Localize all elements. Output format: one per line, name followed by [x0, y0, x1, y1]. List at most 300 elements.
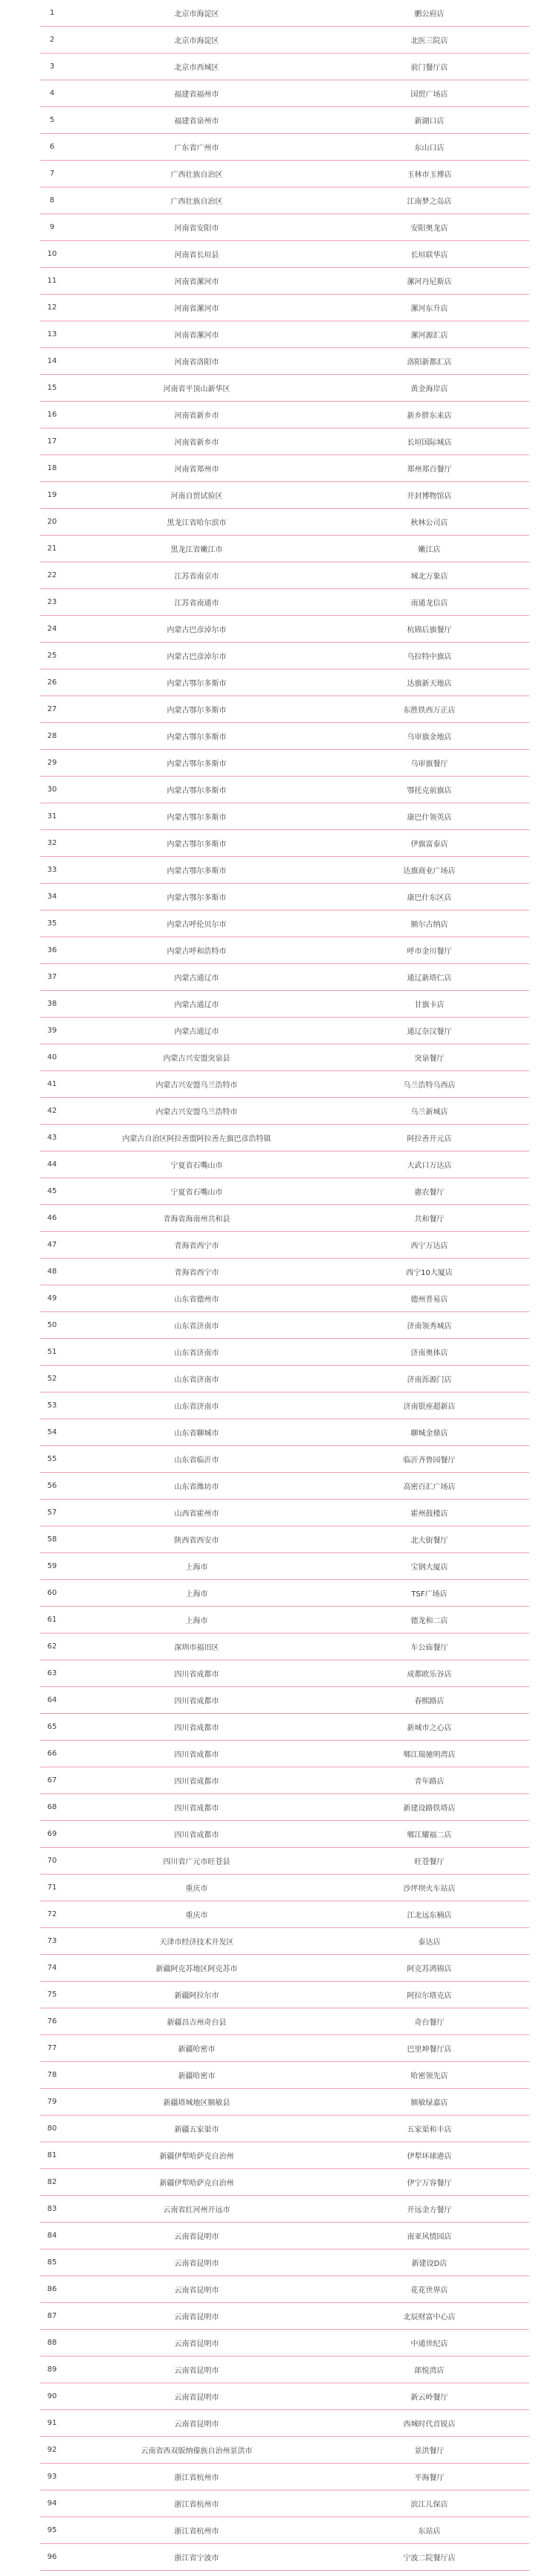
table-row — [40, 2517, 529, 2544]
row-store: 济南泺源门店 — [407, 1376, 452, 1384]
row-region: 河南省平顶山新华区 — [163, 385, 230, 394]
row-region: 内蒙古呼伦贝尔市 — [167, 921, 227, 929]
row-store: 乌审旗餐厅 — [410, 760, 448, 768]
row-index: 91 — [47, 2419, 57, 2427]
row-index: 13 — [47, 330, 57, 338]
row-store: 甘旗卡店 — [414, 1001, 445, 1009]
row-index: 78 — [47, 2071, 57, 2079]
row-region: 新疆阿拉尔市 — [174, 1992, 219, 2000]
table-row — [40, 1205, 529, 1232]
row-store: 新建设路铁塔店 — [403, 1805, 456, 1813]
row-region: 新疆哈密市 — [178, 2046, 216, 2054]
row-region: 广东省广州市 — [174, 144, 219, 152]
table-row — [40, 455, 529, 482]
row-store: 黄金海岸店 — [410, 385, 448, 394]
table-row — [40, 1660, 529, 1687]
row-index: 80 — [47, 2124, 57, 2133]
table-row — [40, 1741, 529, 1767]
row-region: 北京市海淀区 — [174, 37, 219, 45]
row-index: 6 — [49, 143, 55, 151]
row-region: 浙江省宁波市 — [174, 2554, 219, 2563]
table-row — [40, 1339, 529, 1366]
row-store: 中通世纪店 — [410, 2340, 448, 2348]
row-index: 17 — [47, 437, 57, 446]
table-row — [40, 536, 529, 562]
row-index: 33 — [47, 866, 57, 874]
table-row — [40, 2089, 529, 2116]
row-store: 郑州郑百餐厅 — [407, 466, 452, 474]
row-store: 北辰财富中心店 — [403, 2313, 456, 2322]
table-row — [40, 1446, 529, 1473]
row-store: 鹏公府店 — [414, 10, 445, 19]
table-row — [40, 509, 529, 536]
row-store: 城北万象店 — [410, 573, 448, 581]
table-row — [40, 348, 529, 375]
table-row — [40, 2169, 529, 2196]
row-store: 五家渠和丰店 — [407, 2126, 452, 2134]
table-row — [40, 1955, 529, 1982]
row-index: 22 — [47, 571, 57, 579]
table-row — [40, 1982, 529, 2008]
row-store: 济南银座超新店 — [403, 1403, 456, 1411]
table-row — [40, 187, 529, 214]
row-store: 春熙路店 — [414, 1697, 445, 1706]
row-index: 92 — [47, 2446, 57, 2454]
table-row — [40, 964, 529, 991]
row-index: 53 — [47, 1401, 57, 1410]
row-store: 通辽新塔仁店 — [407, 974, 452, 983]
row-store: 开封博物馆店 — [407, 492, 452, 501]
row-index: 9 — [49, 223, 55, 231]
row-store: 郎悦湾店 — [414, 2367, 445, 2375]
table-row — [40, 2249, 529, 2276]
row-index: 55 — [47, 1455, 57, 1463]
row-region: 黑龙江省嫩江市 — [170, 546, 223, 554]
row-region: 福建省福州市 — [174, 91, 219, 99]
row-store: 宝钢大厦店 — [410, 1564, 448, 1572]
row-index: 40 — [47, 1053, 57, 1061]
row-region: 云南省红河州开远市 — [163, 2206, 230, 2214]
row-index: 63 — [47, 1669, 57, 1677]
row-region: 青海省海南州共和县 — [163, 1215, 230, 1224]
row-region: 新疆昌吉州奇台县 — [167, 2019, 227, 2027]
table-row — [40, 1767, 529, 1794]
row-index: 77 — [47, 2044, 57, 2052]
row-store: TSF广场店 — [411, 1590, 447, 1599]
row-index: 50 — [47, 1321, 57, 1329]
row-region: 内蒙古鄂尔多斯市 — [167, 707, 227, 715]
table-row — [40, 1125, 529, 1152]
row-store: 阿拉善开元店 — [407, 1135, 452, 1143]
table-row — [40, 0, 529, 27]
table-row — [40, 937, 529, 964]
row-index: 75 — [47, 1991, 57, 1999]
row-store: 乌兰浩特乌西店 — [403, 1082, 456, 1090]
row-index: 31 — [47, 812, 57, 820]
row-store: 惠农餐厅 — [414, 1189, 445, 1197]
row-store: 郫江瑞驰明湾店 — [403, 1751, 456, 1759]
row-region: 四川省成都市 — [174, 1751, 219, 1759]
table-row — [40, 830, 529, 857]
row-store: 长垣国际城店 — [407, 439, 452, 447]
row-index: 81 — [47, 2151, 57, 2159]
row-index: 37 — [47, 973, 57, 981]
row-region: 上海市 — [185, 1617, 208, 1625]
row-store: 突泉餐厅 — [414, 1055, 445, 1063]
row-index: 15 — [47, 384, 57, 392]
table-row — [40, 910, 529, 937]
row-region: 四川省成都市 — [174, 1724, 219, 1732]
table-row — [40, 777, 529, 803]
row-region: 内蒙古通辽市 — [174, 1028, 219, 1036]
row-store: 鄂托克前旗店 — [407, 787, 452, 795]
row-index: 56 — [47, 1482, 57, 1490]
row-index: 86 — [47, 2285, 57, 2293]
row-store: 东胜铁西万正店 — [403, 707, 456, 715]
table-row — [40, 1848, 529, 1875]
table-row — [40, 1821, 529, 1848]
table-row — [40, 2062, 529, 2089]
row-store: 西宁10大厦店 — [406, 1269, 453, 1277]
table-row — [40, 1928, 529, 1955]
row-index: 2 — [49, 36, 55, 44]
row-store: 乌审旗金地店 — [407, 733, 452, 742]
row-index: 88 — [47, 2339, 57, 2347]
row-index: 93 — [47, 2473, 57, 2481]
row-store: 青年路店 — [414, 1778, 445, 1786]
row-index: 41 — [47, 1080, 57, 1088]
table-row — [40, 1232, 529, 1259]
table-row — [40, 991, 529, 1018]
table-row — [40, 884, 529, 910]
row-store: 秋林公司店 — [410, 519, 448, 527]
row-region: 四川省成都市 — [174, 1697, 219, 1706]
row-store: 乌兰新城店 — [410, 1108, 448, 1117]
row-index: 76 — [47, 2017, 57, 2026]
table-row — [40, 1526, 529, 1553]
row-index: 38 — [47, 1000, 57, 1008]
row-store: 通辽奈汉餐厅 — [407, 1028, 452, 1036]
row-region: 内蒙古通辽市 — [174, 1001, 219, 1009]
row-store: 玉林市玉博店 — [407, 171, 452, 179]
row-region: 河南省长垣县 — [174, 251, 219, 260]
row-index: 12 — [47, 303, 57, 312]
row-index: 57 — [47, 1509, 57, 1517]
row-index: 61 — [47, 1616, 57, 1624]
row-region: 四川省成都市 — [174, 1805, 219, 1813]
row-region: 内蒙古自治区阿拉善盟阿拉善左旗巴彦浩特镇 — [122, 1135, 271, 1143]
row-index: 96 — [47, 2553, 57, 2561]
row-index: 11 — [47, 277, 57, 285]
row-index: 54 — [47, 1428, 57, 1436]
row-index: 58 — [47, 1535, 57, 1544]
table-row — [40, 1901, 529, 1928]
row-store: 额敏绿嘉店 — [410, 2099, 448, 2107]
store-table — [40, 0, 529, 2571]
row-region: 内蒙古鄂尔多斯市 — [167, 680, 227, 688]
row-store: 沙坪坝火车站店 — [403, 1885, 456, 1893]
table-row — [40, 2276, 529, 2303]
table-row — [40, 2383, 529, 2410]
row-store: 呼市金川餐厅 — [407, 948, 452, 956]
row-region: 青海省西宁市 — [174, 1269, 219, 1277]
row-index: 3 — [49, 62, 55, 71]
row-region: 山东省济南市 — [174, 1403, 219, 1411]
row-index: 79 — [47, 2098, 57, 2106]
row-region: 山东省聊城市 — [174, 1430, 219, 1438]
row-store: 东山口店 — [414, 144, 445, 152]
row-index: 85 — [47, 2258, 57, 2267]
row-index: 18 — [47, 464, 57, 472]
table-row — [40, 375, 529, 402]
row-store: 成都欧乐谷店 — [407, 1671, 452, 1679]
table-row — [40, 723, 529, 750]
row-region: 河南省新乡市 — [174, 439, 219, 447]
row-region: 宁夏省石嘴山市 — [170, 1162, 223, 1170]
row-region: 青海省西宁市 — [174, 1242, 219, 1250]
row-index: 16 — [47, 411, 57, 419]
row-index: 62 — [47, 1642, 57, 1651]
row-region: 北京市海淀区 — [174, 10, 219, 19]
row-region: 内蒙古兴安盟乌兰浩特市 — [155, 1108, 238, 1117]
row-index: 44 — [47, 1160, 57, 1169]
row-region: 广西壮族自治区 — [170, 198, 223, 206]
row-index: 45 — [47, 1187, 57, 1195]
table-row — [40, 321, 529, 348]
row-region: 云南省昆明市 — [174, 2287, 219, 2295]
row-store: 霍州鼓楼店 — [410, 1510, 448, 1518]
row-store: 国贸广场店 — [410, 91, 448, 99]
row-region: 山西省霍州市 — [174, 1510, 219, 1518]
table-row — [40, 2357, 529, 2383]
row-region: 新疆伊犁哈萨克自治州 — [159, 2153, 234, 2161]
row-store: 济南奥体店 — [410, 1349, 448, 1358]
row-store: 阿拉尔塔克店 — [407, 1992, 452, 2000]
row-store: 达旗商业广场店 — [403, 867, 456, 876]
row-region: 内蒙古巴彦淖尔市 — [167, 626, 227, 635]
row-region: 河南省漯河市 — [174, 305, 219, 313]
row-store: 洛阳新都汇店 — [407, 359, 452, 367]
row-store: 前门餐厅店 — [410, 64, 448, 72]
row-store: 车公庙餐厅 — [410, 1644, 448, 1652]
row-region: 内蒙古兴安盟突泉县 — [163, 1055, 230, 1063]
row-index: 70 — [47, 1857, 57, 1865]
row-store: 南亚风情园店 — [407, 2233, 452, 2241]
row-region: 北京市西城区 — [174, 64, 219, 72]
table-row — [40, 1500, 529, 1526]
row-index: 26 — [47, 678, 57, 687]
row-store: 额尔古纳店 — [410, 921, 448, 929]
table-row — [40, 241, 529, 268]
row-region: 新疆伊犁哈萨克自治州 — [159, 2180, 234, 2188]
row-index: 74 — [47, 1964, 57, 1972]
table-row — [40, 1607, 529, 1634]
row-store: 江南梦之岛店 — [407, 198, 452, 206]
table-row — [40, 268, 529, 295]
row-region: 上海市 — [185, 1564, 208, 1572]
row-region: 云南省昆明市 — [174, 2340, 219, 2348]
row-store: 高密百汇广场店 — [403, 1483, 456, 1491]
row-index: 64 — [47, 1696, 57, 1704]
row-index: 19 — [47, 491, 57, 499]
table-row — [40, 1419, 529, 1446]
row-store: 新湖口店 — [414, 118, 445, 126]
row-store: 伊犁环球港店 — [407, 2153, 452, 2161]
row-region: 云南省昆明市 — [174, 2367, 219, 2375]
table-row — [40, 107, 529, 134]
table-row — [40, 1152, 529, 1178]
table-row — [40, 1018, 529, 1044]
row-store: 南通龙信店 — [410, 600, 448, 608]
row-index: 27 — [47, 705, 57, 713]
row-store: 花花世界店 — [410, 2287, 448, 2295]
row-region: 内蒙古呼和浩特市 — [167, 948, 227, 956]
row-index: 66 — [47, 1750, 57, 1758]
row-index: 51 — [47, 1348, 57, 1356]
row-store: 阿克苏鸿锦店 — [407, 1965, 452, 1973]
row-store: 康巴什东区店 — [407, 894, 452, 902]
row-region: 黑龙江省哈尔滨市 — [167, 519, 227, 527]
row-index: 35 — [47, 919, 57, 928]
table-row — [40, 1553, 529, 1580]
row-index: 8 — [49, 196, 55, 205]
row-store: 大武口万达店 — [407, 1162, 452, 1170]
row-region: 云南省昆明市 — [174, 2394, 219, 2402]
row-region: 广西壮族自治区 — [170, 171, 223, 179]
row-index: 24 — [47, 625, 57, 633]
row-store: 济南领秀城店 — [407, 1323, 452, 1331]
row-region: 云南省昆明市 — [174, 2260, 219, 2268]
row-index: 82 — [47, 2178, 57, 2186]
row-region: 宁夏省石嘴山市 — [170, 1189, 223, 1197]
row-region: 河南自贸试验区 — [170, 492, 223, 501]
row-index: 71 — [47, 1883, 57, 1892]
row-region: 新疆哈密市 — [178, 2072, 216, 2081]
table-row — [40, 1473, 529, 1500]
row-region: 内蒙古鄂尔多斯市 — [167, 867, 227, 876]
row-index: 60 — [47, 1589, 57, 1597]
table-row — [40, 1071, 529, 1098]
row-index: 43 — [47, 1134, 57, 1142]
row-region: 内蒙古鄂尔多斯市 — [167, 841, 227, 849]
table-row — [40, 2008, 529, 2035]
row-region: 山东省济南市 — [174, 1349, 219, 1358]
row-region: 上海市 — [185, 1590, 208, 1599]
row-index: 28 — [47, 732, 57, 740]
row-store: 共和餐厅 — [414, 1215, 445, 1224]
row-region: 四川省成都市 — [174, 1778, 219, 1786]
row-region: 重庆市 — [185, 1885, 208, 1893]
row-store: 安阳奥龙店 — [410, 225, 448, 233]
row-region: 河南省漯河市 — [174, 332, 219, 340]
table-row — [40, 616, 529, 643]
row-store: 漯河源汇店 — [410, 332, 448, 340]
row-index: 20 — [47, 518, 57, 526]
table-row — [40, 1285, 529, 1312]
row-store: 康巴什领英店 — [407, 814, 452, 822]
row-index: 67 — [47, 1776, 57, 1785]
row-region: 内蒙古鄂尔多斯市 — [167, 787, 227, 795]
table-row — [40, 2196, 529, 2223]
table-row — [40, 696, 529, 723]
row-region: 河南省新乡市 — [174, 412, 219, 420]
table-row — [40, 1178, 529, 1205]
row-index: 14 — [47, 357, 57, 365]
row-index: 7 — [49, 170, 55, 178]
row-store: 漯河丹尼斯店 — [407, 278, 452, 286]
table-row — [40, 1634, 529, 1660]
row-store: 旺苍餐厅 — [414, 1858, 445, 1866]
row-region: 新疆阿克苏地区阿克苏市 — [155, 1965, 238, 1973]
row-region: 河南省洛阳市 — [174, 359, 219, 367]
row-region: 新疆塔城地区额敏县 — [163, 2099, 230, 2107]
row-region: 山东省德州市 — [174, 1296, 219, 1304]
row-store: 西宁万达店 — [410, 1242, 448, 1250]
row-index: 42 — [47, 1107, 57, 1115]
row-region: 云南省昆明市 — [174, 2233, 219, 2241]
table-row — [40, 1393, 529, 1419]
row-region: 天津市经济技术开发区 — [159, 1939, 234, 1947]
row-store: 漯河东升店 — [410, 305, 448, 313]
table-row — [40, 295, 529, 321]
row-index: 25 — [47, 652, 57, 660]
table-row — [40, 589, 529, 616]
table-row — [40, 1366, 529, 1393]
table-row — [40, 1875, 529, 1901]
row-region: 云南省昆明市 — [174, 2313, 219, 2322]
table-row — [40, 2410, 529, 2437]
table-row — [40, 1687, 529, 1714]
row-store: 临沂齐鲁园餐厅 — [403, 1456, 456, 1465]
row-index: 90 — [47, 2392, 57, 2400]
row-region: 浙江省杭州市 — [174, 2474, 219, 2482]
row-store: 德龙和二店 — [410, 1617, 448, 1625]
row-store: 北大街餐厅 — [410, 1537, 448, 1545]
row-region: 四川省成都市 — [174, 1671, 219, 1679]
table-row — [40, 482, 529, 509]
table-row — [40, 2303, 529, 2330]
row-store: 新乡胖东来店 — [407, 412, 452, 420]
row-index: 36 — [47, 946, 57, 954]
row-region: 山东省济南市 — [174, 1323, 219, 1331]
table-row — [40, 428, 529, 455]
table-row — [40, 2223, 529, 2249]
row-region: 四川省成都市 — [174, 1831, 219, 1840]
row-store: 郫江耀福二店 — [407, 1831, 452, 1840]
row-store: 乌拉特中旗店 — [407, 653, 452, 661]
row-region: 新疆五家渠市 — [174, 2126, 219, 2134]
row-region: 四川省广元市旺苍县 — [163, 1858, 230, 1866]
row-index: 1 — [49, 9, 55, 17]
row-index: 32 — [47, 839, 57, 847]
row-store: 东站店 — [418, 2528, 441, 2536]
row-index: 59 — [47, 1562, 57, 1570]
row-store: 哈密领先店 — [410, 2072, 448, 2081]
row-index: 52 — [47, 1375, 57, 1383]
row-region: 江苏省南通市 — [174, 600, 219, 608]
table-row — [40, 2142, 529, 2169]
row-region: 内蒙古通辽市 — [174, 974, 219, 983]
row-store: 长垣联华店 — [410, 251, 448, 260]
row-region: 内蒙古鄂尔多斯市 — [167, 814, 227, 822]
table-row — [40, 2464, 529, 2490]
row-index: 30 — [47, 786, 57, 794]
row-region: 内蒙古鄂尔多斯市 — [167, 733, 227, 742]
table-row — [40, 1044, 529, 1071]
row-index: 34 — [47, 893, 57, 901]
row-index: 84 — [47, 2232, 57, 2240]
table-row — [40, 2437, 529, 2464]
